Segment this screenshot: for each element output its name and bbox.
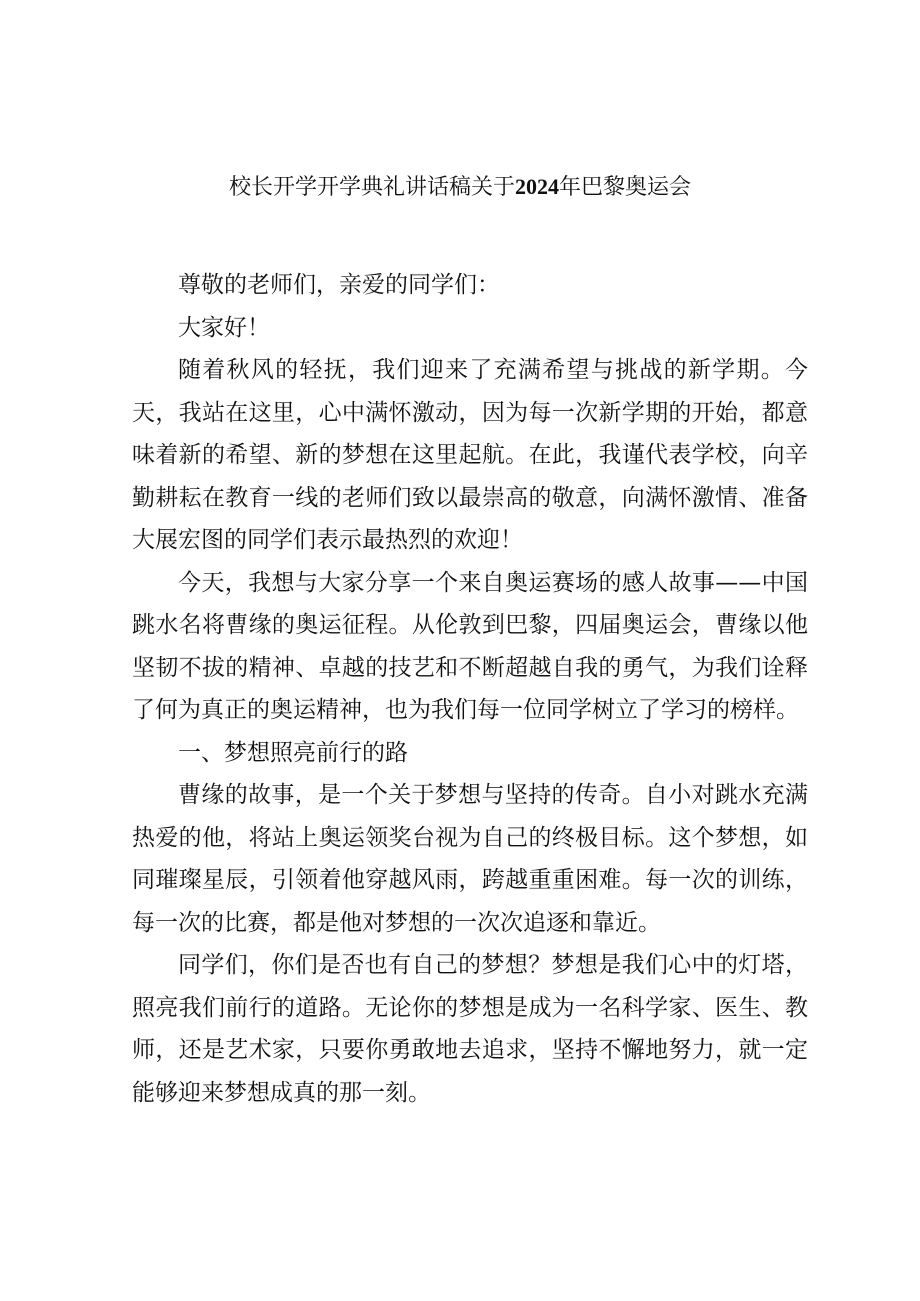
salutation: 尊敬的老师们，亲爱的同学们：	[178, 272, 500, 298]
title-year: 2024	[515, 174, 559, 199]
document-body	[132, 264, 808, 1114]
title-prefix: 校长开学开学典礼讲话稿关于	[228, 175, 515, 200]
paragraph-students: 同学们，你们是否也有自己的梦想？梦想是我们心中的灯塔，照亮我们前行的道路。无论你的梦想是成为一名科学家、医生、教师，还是艺术家，只要你勇敢地去追求，坚持不懈地努力，就一定能够迎来梦想成真的那一刻。	[132, 952, 808, 1106]
paragraph-intro: 随着秋风的轻抚，我们迎来了充满希望与挑战的新学期。今天，我站在这里，心中满怀激动，因为每一次新学期的开始，都意味着新的希望、新的梦想在这里起航。在此，我谨代表学校，向辛勤耕耘在教育一线的老师们致以最崇高的敬意，向满怀激情、准备大展宏图的同学们表示最热烈的欢迎！	[132, 357, 808, 553]
title-suffix: 年巴黎奥运会	[559, 175, 692, 200]
paragraph-dream: 曹缘的故事，是一个关于梦想与坚持的传奇。自小对跳水充满热爱的他，将站上奥运领奖台视为自己的终极目标。这个梦想，如同璀璨星辰，引领着他穿越风雨，跨越重重困难。每一次的训练，每一次的比赛，都是他对梦想的一次次追逐和靠近。	[132, 782, 808, 936]
greeting: 大家好！	[178, 314, 270, 341]
document-title	[0, 170, 920, 205]
section-heading: 一、梦想照亮前行的路	[178, 739, 408, 766]
paragraph-story: 今天，我想与大家分享一个来自奥运赛场的感人故事——中国跳水名将曹缘的奥运征程。从伦敦到巴黎，四届奥运会，曹缘以他坚韧不拔的精神、卓越的技艺和不断超越自我的勇气，为我们诠释了何为真正的奥运精神，也为我们每一位同学树立了学习的榜样。	[132, 569, 808, 723]
